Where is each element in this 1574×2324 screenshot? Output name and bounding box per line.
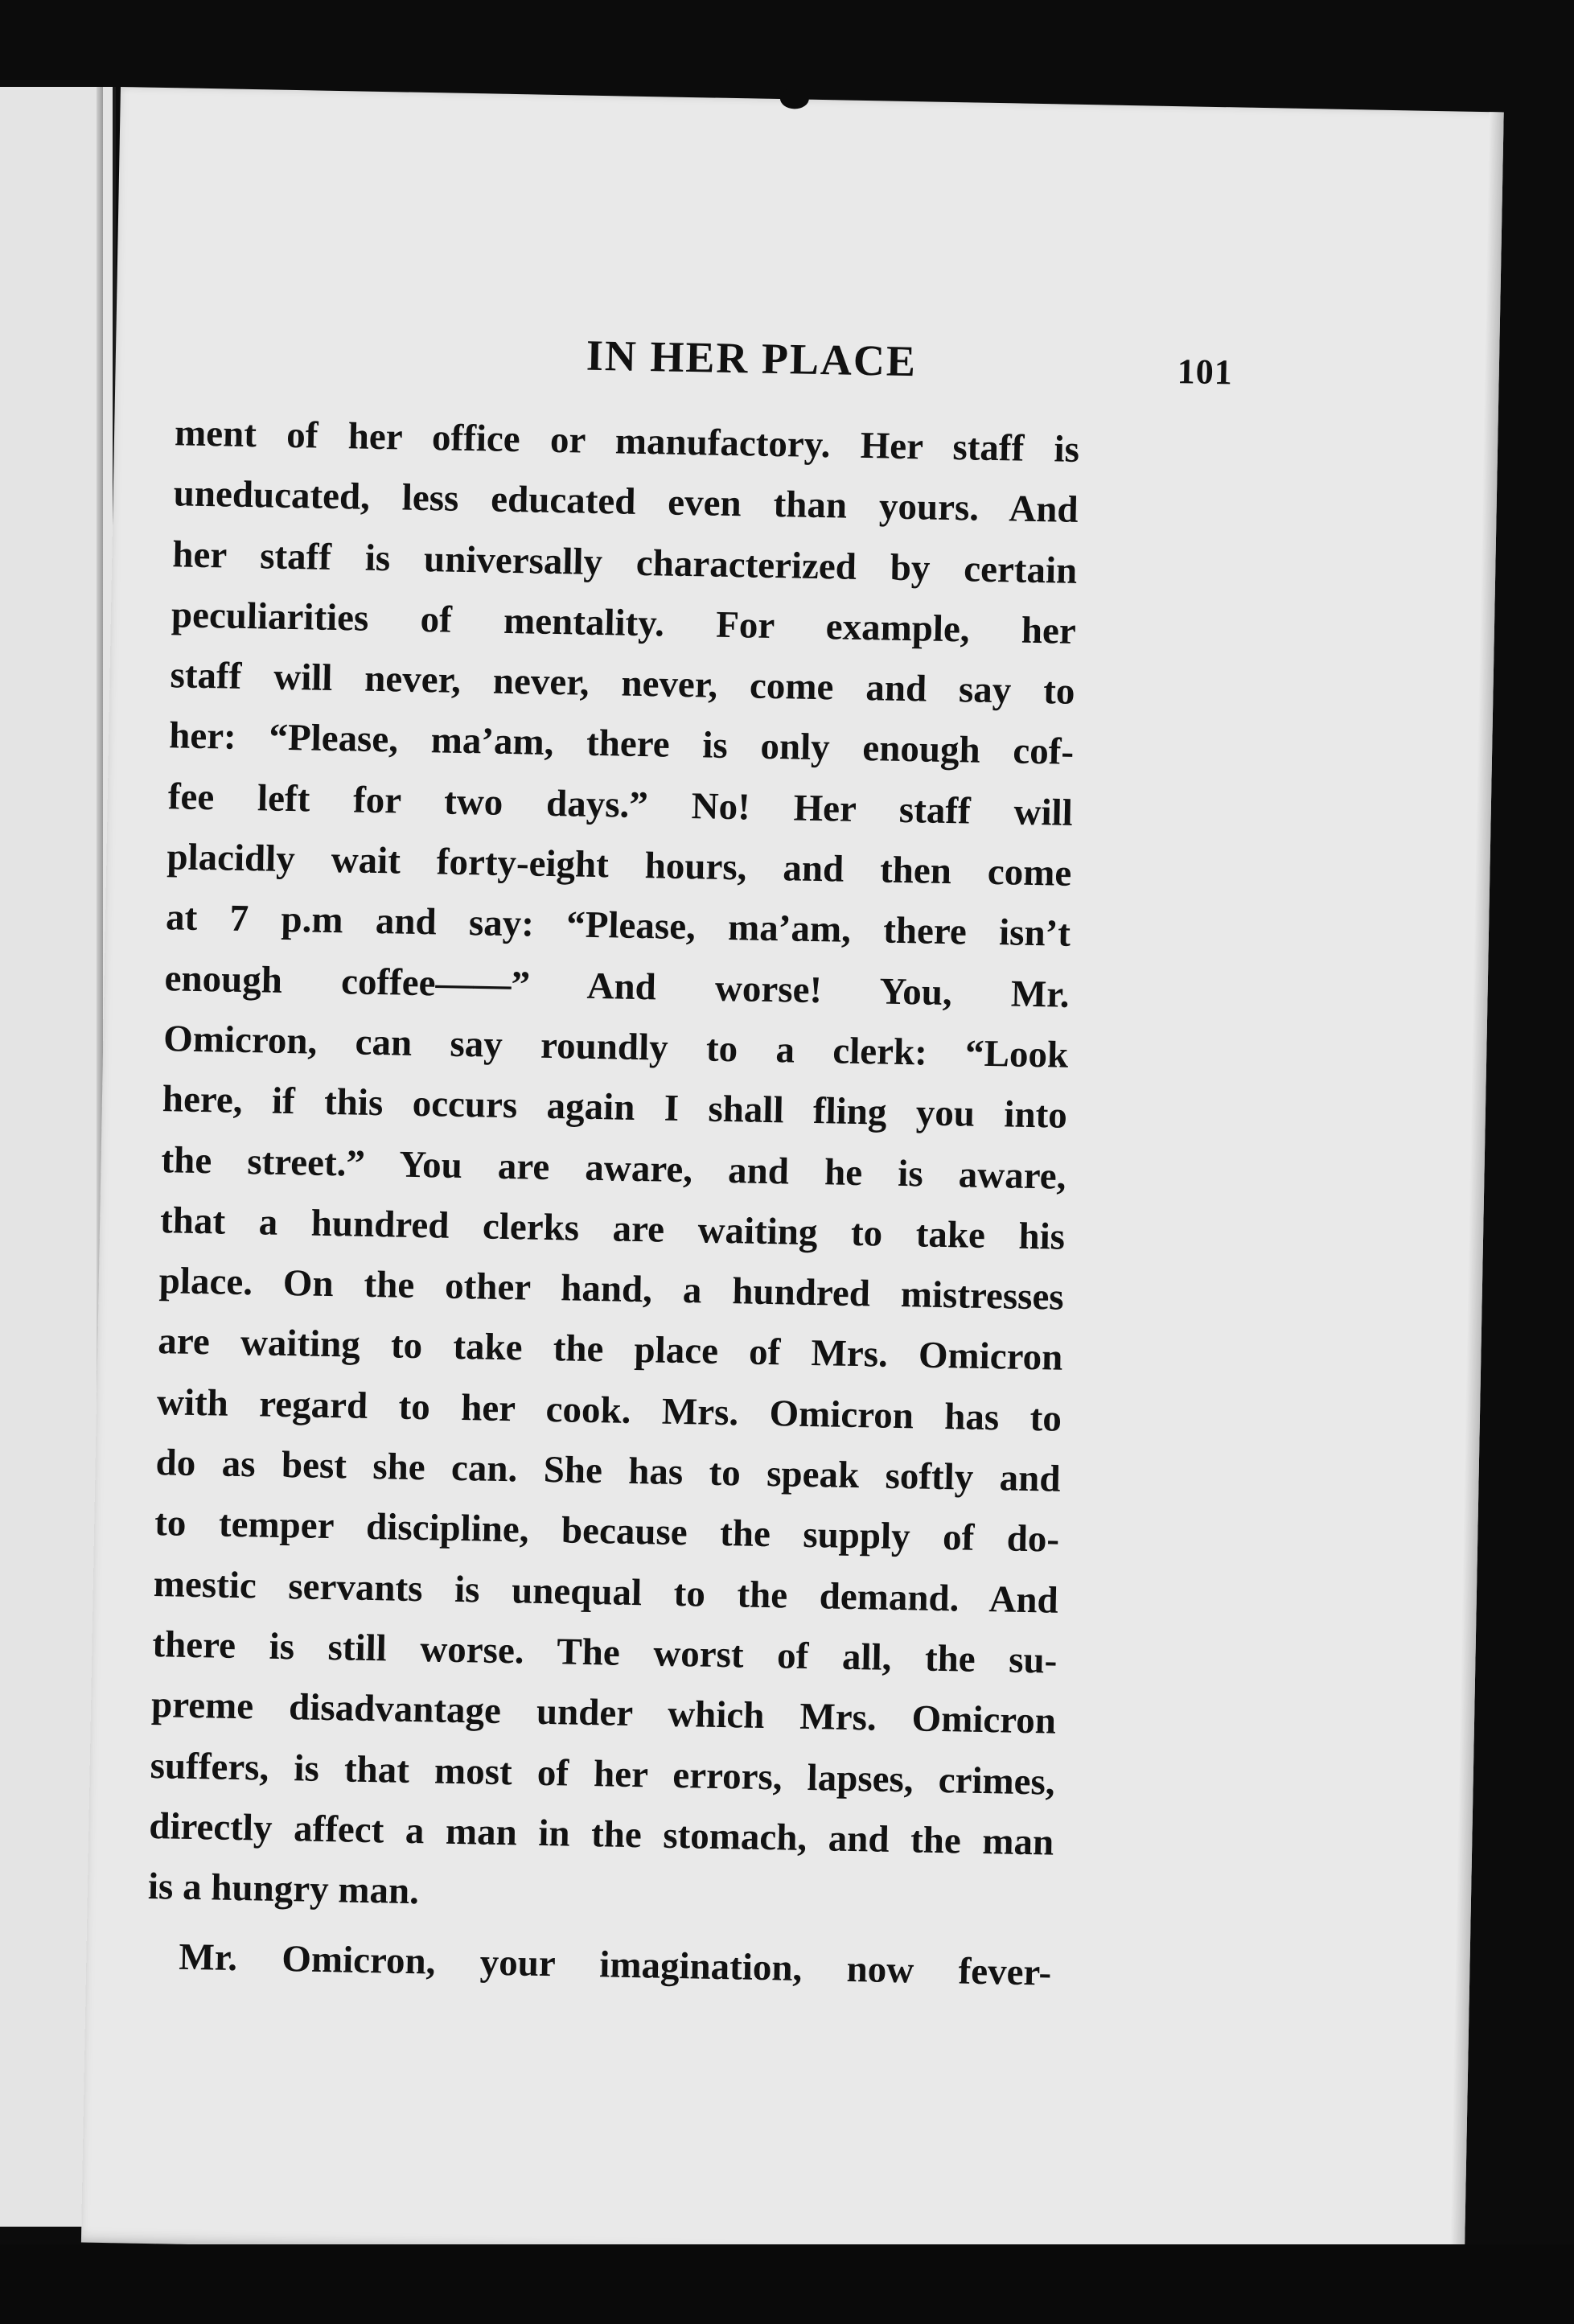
text-line: uneducated, less educated even than yours. And <box>173 472 1079 532</box>
text-line: her: “Please, ma’am, there is only enough cof- <box>168 714 1075 774</box>
page-right-edge-shadow <box>1450 112 1504 2268</box>
text-line: at 7 p.m and say: “Please, ma’am, there isn’t <box>165 896 1071 956</box>
text-line: here, if this occurs again I shall fling you into <box>162 1078 1068 1137</box>
text-line: placidly wait forty-eight hours, and then come <box>166 836 1072 895</box>
text-line: suffers, is that most of her errors, lapses, crimes, <box>150 1744 1056 1804</box>
scan-bottom-border <box>0 2244 1574 2324</box>
text-line: do as best she can. She has to speak softly and <box>155 1442 1061 1500</box>
book-page-content <box>81 87 1504 2268</box>
text-line: place. On the other hand, a hundred mistresses <box>158 1260 1065 1318</box>
text-line: peculiarities of mentality. For example, her <box>171 594 1077 652</box>
text-line: fee left for two days.” No! Her staff will <box>167 775 1074 834</box>
text-line: ment of her office or manufactory. Her staff is <box>174 412 1080 471</box>
book-page <box>81 87 1504 2268</box>
text-line: her staff is universally characterized by certain <box>171 533 1078 592</box>
text-line: are waiting to take the place of Mrs. Omicron <box>157 1320 1063 1380</box>
text-line: that a hundred clerks are waiting to take his <box>159 1199 1066 1258</box>
text-line: there is still worse. The worst of all, the su- <box>152 1623 1058 1682</box>
text-line: enough coffee——” And worse! You, Mr. <box>164 956 1070 1016</box>
text-line: preme disadvantage under which Mrs. Omicron <box>150 1684 1057 1742</box>
text-line: mestic servants is unequal to the demand. And <box>153 1562 1059 1622</box>
text-line: staff will never, never, never, come and say to <box>170 654 1075 714</box>
text-line: the street.” You are aware, and he is aware, <box>161 1138 1066 1198</box>
running-head <box>115 322 1379 401</box>
text-line: is a hungry man. <box>147 1865 420 1913</box>
text-line: to temper discipline, because the supply of do- <box>154 1502 1060 1561</box>
text-line: directly affect a man in the stomach, and the man <box>148 1804 1054 1864</box>
text-line-paragraph-start: Mr. Omicron, your imagination, now fever- <box>178 1936 1052 1995</box>
page-number: 101 <box>1177 352 1234 393</box>
text-line: with regard to her cook. Mrs. Omicron has to <box>156 1380 1062 1440</box>
running-title: IN HER PLACE <box>586 331 918 386</box>
text-line: Omicron, can say roundly to a clerk: “Look <box>162 1018 1069 1076</box>
page-top-notch <box>780 88 809 109</box>
body-text <box>146 403 1080 2004</box>
